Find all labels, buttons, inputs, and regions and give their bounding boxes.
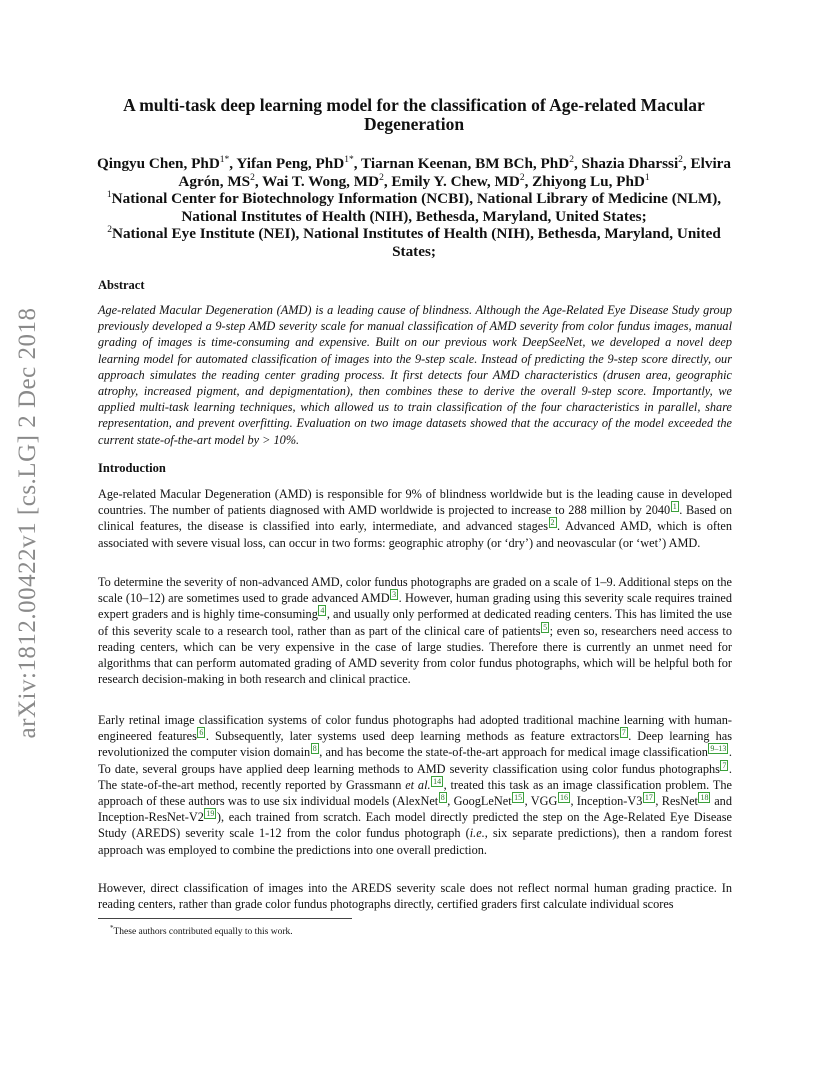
citation-link[interactable]: 6	[199, 728, 204, 738]
author-affil-sup: 2	[569, 154, 574, 165]
author-block	[92, 155, 736, 260]
author-name: , Tiarnan Keenan, BM BCh, PhD	[353, 155, 570, 172]
affiliation-1: National Center for Biotechnology Information (NCBI), National Library of Medicine (NLM), National Institutes of Health (NIH), Bethesda, Maryland, United States;	[111, 190, 722, 225]
author-affil-sup: 2	[519, 172, 525, 183]
intro-paragraph-2: To determine the severity of non-advanced AMD, color fundus photographs are graded on a scale of 1–9. Additional steps on the scale (10–12) are sometimes used to grade advanced AMD $^3$ . However, human grading using this severity scale requires trained expert graders and is highly time-consuming $^4$ , and usually only performed at dedicated reading centers. This has limited the use of this severity scale to a research tool, rather than as part of the clinical care of patients $^5$ ; even so, researchers need access to reading centers, which can be very expensive in the case of large studies. Therefore there is currently an unmet need for algorithms that can perform automated grading of AMD severity from color fundus photographs, which will be helpful both for research decision-making in both research and clinical practice.	[98, 575, 732, 687]
footnote-marker: *	[110, 924, 114, 932]
citation-link[interactable]: 15	[514, 792, 523, 802]
citation-link[interactable]: 19	[206, 809, 215, 819]
author-name: , Yifan Peng, PhD	[229, 155, 345, 172]
author-name: , Elvira Agrón, MS	[178, 155, 732, 190]
citation-link[interactable]: 7	[621, 728, 626, 738]
citation-link[interactable]: 9–13	[710, 744, 727, 754]
footnote-divider	[98, 918, 352, 919]
affiliation-sup: 1	[106, 189, 112, 200]
citation-link[interactable]: 8	[440, 792, 445, 802]
introduction-heading: Introduction	[98, 461, 166, 475]
footnote-text: These authors contributed equally to this work.	[113, 927, 293, 938]
citation-link[interactable]: 7	[722, 760, 727, 770]
author-affil-sup: 2	[678, 154, 683, 165]
citation-link[interactable]: 17	[644, 792, 653, 802]
citation-link[interactable]: 2	[550, 518, 555, 528]
author-name: , Zhiyong Lu, PhD	[524, 172, 645, 190]
author-affil-sup: 1	[644, 172, 650, 183]
abstract-text: Age-related Macular Degeneration (AMD) is a leading cause of blindness. Although the Age-Related Eye Disease Study group previously developed a 9-step AMD severity scale for manual classification of AMD severity from color fundus images, manual grading of images is time-consuming and expensive. Built on our previous work DeepSeeNet, we developed a novel deep learning model for automated classification of images into the 9-step scale. Instead of predicting the 9-step score directly, our approach simulates the reading center grading process. It first detects four AMD characteristics (drusen area, geographic atrophy, increased pigment, and depigmentation), then combines these to derive the overall 9-step score. Importantly, we applied multi-task learning techniques, which allowed us to train classification of the four characteristics in parallel, share representation, and prevent overfitting. Evaluation on two image datasets showed that the accuracy of the model exceeded the current state-of-the-art model by > 10%.	[98, 303, 732, 447]
affiliation-2: National Eye Institute (NEI), National Institutes of Health (NIH), Bethesda, Maryland, United States;	[111, 225, 721, 260]
abstract-heading: Abstract	[98, 278, 145, 292]
footnote	[110, 924, 293, 937]
citation-link[interactable]: 4	[320, 606, 325, 616]
paper-title: A multi-task deep learning model for the classification of Age-related Macular Degeneration	[123, 95, 705, 134]
intro-paragraph-3: Early retinal image classification systems of color fundus photographs had adopted traditional machine learning with human-engineered features $^6$ . Subsequently, later systems used deep learning methods as feature extractors $^7$ . Deep learning has revolutionized the computer vision domain $^8$ , and has become the state-of-the-art approach for medical image classification $^{9-13}$ . To date, several groups have applied deep learning methods to AMD severity classification using color fundus photographs $^7$ . The state-of-the-art method, recently reported by Grassmann et al. $^{14}$ , treated this task as an image classification problem. The approach of these authors was to use six individual models (AlexNet $^8$ , GoogLeNet $^{15}$ , VGG $^{16}$ , Inception-V3 $^{17}$ , ResNet $^{18}$ and Inception-ResNet-V2 $^{19}$ ), each trained from scratch. Each model directly predicted the step on the Age-Related Eye Disease Study (AREDS) severity scale 1-12 from the color fundus photograph (i.e., six separate predictions), then a random forest approach was employed to combine the predictions into one overall prediction.	[98, 713, 732, 857]
intro-paragraph-4: However, direct classification of images into the AREDS severity scale does not reflect normal human grading practice. In reading centers, rather than grade color fundus photographs directly, certified graders first calculate individual scores	[98, 881, 732, 912]
author-name: Qingyu Chen, PhD	[96, 155, 220, 172]
author-affil-sup: 1*	[344, 154, 354, 165]
citation-link[interactable]: 14	[433, 776, 442, 786]
intro-paragraph-1: Age-related Macular Degeneration (AMD) is responsible for 9% of blindness worldwide but is the leading cause in developed countries. The number of patients diagnosed with AMD worldwide is projected to increase to 288 million by 2040 $^1$ . Based on clinical features, the disease is classified into early, intermediate, and advanced stages $^2$ . Advanced AMD, which is often associated with severe visual loss, can occur in two forms: geographic atrophy (or ‘dry’) and neovascular (or ‘wet’) AMD.	[98, 487, 732, 550]
citation-link[interactable]: 16	[559, 792, 568, 802]
citation-link[interactable]: 5	[543, 622, 548, 632]
author-affil-sup: 2	[379, 172, 384, 183]
arxiv-identifier-stamp	[3, 288, 53, 758]
author-name: , Wai T. Wong, MD	[254, 172, 380, 190]
citation-link[interactable]: 1	[672, 502, 677, 512]
citation-link[interactable]: 3	[392, 590, 397, 600]
author-affil-sup: 2	[250, 172, 255, 183]
author-affil-sup: 1*	[219, 154, 230, 165]
arxiv-identifier-text: arXiv:1812.00422v1 [cs.LG] 2 Dec 2018	[14, 307, 41, 739]
citation-link[interactable]: 18	[700, 792, 709, 802]
affiliation-sup: 2	[107, 224, 112, 235]
citation-link[interactable]: 8	[312, 744, 317, 754]
author-name: , Emily Y. Chew, MD	[383, 172, 520, 190]
author-name: , Shazia Dharssi	[573, 155, 679, 172]
